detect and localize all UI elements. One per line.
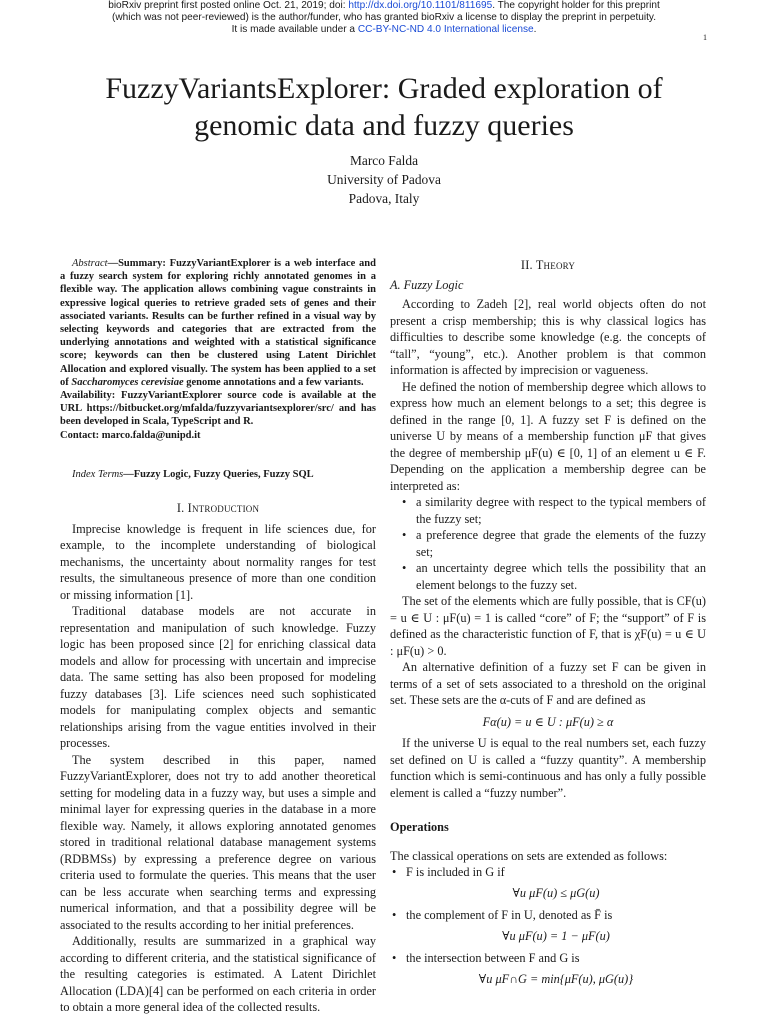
list-item: • a preference degree that grade the elements of the fuzzy set; <box>416 527 706 560</box>
banner-line-1 <box>0 0 768 12</box>
operation-text: • F is included in G if <box>406 865 505 879</box>
right-column <box>390 257 706 987</box>
banner-line-3 <box>0 24 768 36</box>
theory-paragraph-1: According to Zadeh [2], real world objects often do not present a crisp membership; this is why classical logics has difficulties to describe some knowledge (e.g. the concepts of “tall”, “young”, etc.). Another problem is that common information is affected by imprecision or vagueness. <box>390 297 706 377</box>
banner-text: . <box>533 24 537 35</box>
index-terms <box>60 468 376 481</box>
abstract-species: Saccharomyces cerevisiae <box>71 376 184 388</box>
equation-complement: ∀u μF(u) = 1 − μF(u) <box>502 928 610 943</box>
equation-alpha-cut: Fα(u) = u ∈ U : μF(u) ≥ α <box>482 714 614 729</box>
paper-title <box>40 70 728 144</box>
operations-intro: The classical operations on sets are extended as follows: <box>390 848 668 863</box>
operation-intersection <box>406 950 706 987</box>
doi-link[interactable]: http://dx.doi.org/10.1101/811695 <box>348 0 493 11</box>
left-column <box>60 257 376 1016</box>
equation-intersection: ∀u μF∩G = min{μF(u), μG(u)} <box>478 971 634 986</box>
operation-text: • the intersection between F and G is <box>406 951 580 965</box>
banner-line-2: (which was not peer-reviewed) is the author/funder, who has granted bioRxiv a license to display the preprint in perpetuity. <box>111 12 657 23</box>
operations-list <box>390 864 706 987</box>
abstract-summary-end: genome annotations and a few variants. <box>183 376 364 388</box>
index-terms-text: —Fuzzy Logic, Fuzzy Queries, Fuzzy SQL <box>123 468 314 480</box>
author-location: Padova, Italy <box>348 191 420 206</box>
theory-paragraph-5: If the universe U is equal to the real numbers set, each fuzzy set defined on U is called a “fuzzy quantity”. A membership function which is semi-continuous and has only a fully possible element is called a “fuzzy number”. <box>390 736 706 800</box>
list-item: • an uncertainty degree which tells the possibility that an element belongs to the fuzzy set. <box>416 560 706 593</box>
page-number: 1 <box>703 33 707 42</box>
theory-paragraph-2: He defined the notion of membership degree which allows to express how much an element belongs to a set; this degree is defined in the range [0, 1]. A fuzzy set F is defined on the universe U by means of a membership function μF that gives the degree of membership μF(u) ∈ [0, 1] of an element u ∈ F. Depending on the application a membership degree can be interpreted as: <box>390 379 706 493</box>
intro-paragraph-4: Additionally, results are summarized in a graphical way according to different criteria, and the statistical significance of the resulting categories is estimated. A Latent Dirichlet Allocation (LDA)[4] can be performed on each criteria in order to obtain a more general idea of the collected results. <box>60 934 376 1015</box>
subsection-heading-fuzzy-logic: A. Fuzzy Logic <box>390 277 464 292</box>
intro-paragraph-1: Imprecise knowledge is frequent in life sciences due, for example, to the incomplete understanding of biological mechanisms, the uncertainty about normality ranges for test results, the simultaneous presence of more than one condition or missing information [1]. <box>60 521 376 602</box>
banner-text: bioRxiv preprint first posted online Oct. 21, 2019; doi: <box>108 0 349 11</box>
abstract-label: Abstract <box>72 258 108 269</box>
abstract-summary: —Summary: FuzzyVariantExplorer is a web interface and a fuzzy search system for exploring richly annotated genomes in a flexible way. The application allows combining vague constraints in expressive logical queries to retrieve graded sets of genes and their associated variants. Results can be further refined in a visual way by selecting keywords and categories that are extracted from the underlying annotations and weighted with a statistical significance score; keywords can then be clustered using Latent Dirichlet Allocation and explored visually. The system has been applied to a set of <box>60 258 376 388</box>
abstract <box>60 257 376 389</box>
title-line-1: FuzzyVariantsExplorer: Graded exploration of <box>105 72 663 105</box>
operations-heading: Operations <box>390 820 449 834</box>
author-affiliation: University of Padova <box>327 172 441 187</box>
index-terms-label: Index Terms <box>72 468 124 480</box>
theory-paragraph-3: The set of the elements which are fully possible, that is CF(u) = u ∈ U : μF(u) = 1 is called “core” of F; the “support” of F is defined as the characteristic function of F, that is χF(u) = u ∈ U : μF(u) > 0. <box>390 594 706 658</box>
banner-text: . The copyright holder for this preprint <box>492 0 660 11</box>
list-item: • a similarity degree with respect to the typical members of the fuzzy set; <box>416 494 706 527</box>
preprint-banner <box>0 0 768 36</box>
section-heading-theory: II. Theory <box>520 258 576 272</box>
intro-paragraph-2: Traditional database models are not accurate in representation and manipulation of such knowledge. Fuzzy logic has been proposed since [2] for enriching classical data models and allow for processing with uncertain and imprecise data. The same setting has also been proposed for modeling fuzzy databases [3]. Life sciences need such sophisticated models for manipulating complex objects and semantic relationships arising from the vague entities involved in their processes. <box>60 604 376 751</box>
equation-inclusion: ∀u μF(u) ≤ μG(u) <box>512 885 600 900</box>
banner-text: It is made available under a <box>231 24 358 35</box>
license-link[interactable]: CC-BY-NC-ND 4.0 International license <box>357 24 534 35</box>
abstract-contact: Contact: marco.falda@unipd.it <box>60 429 201 441</box>
membership-interpretations-list <box>390 494 706 593</box>
operation-inclusion <box>406 864 706 901</box>
title-line-2: genomic data and fuzzy queries <box>194 109 574 142</box>
section-heading-introduction: I. Introduction <box>176 501 260 516</box>
operation-complement <box>406 907 706 944</box>
operation-text: • the complement of F in U, denoted as F̄ is <box>406 908 613 922</box>
author-block <box>200 151 568 208</box>
author-name: Marco Falda <box>349 153 419 168</box>
theory-paragraph-4: An alternative definition of a fuzzy set F can be given in terms of a set of sets associated to a threshold on the original set. These sets are the α-cuts of F and are defined as <box>390 660 706 707</box>
intro-paragraph-3: The system described in this paper, named FuzzyVariantExplorer, does not try to add another theoretical setting for modeling data in a fuzzy way, but uses a simple and minimal layer for expressing queries in the database in a more flexible way. Namely, it allows exploring annotated genomes stored in traditional relational database management systems (RDBMSs) by expressing a preference degree on various criteria used to formulate the queries. This means that the user can be less accurate when searching terms and expressing numerical information, and that a possibility degree will be associated to the results according to her initial preferences. <box>60 752 376 932</box>
abstract-availability: Availability: FuzzyVariantExplorer source code is available at the URL https://bitbucket.org/mfalda/fuzzyvariantsexplorer/src/ and has been developed in Scala, TypeScript and R. <box>60 390 376 428</box>
